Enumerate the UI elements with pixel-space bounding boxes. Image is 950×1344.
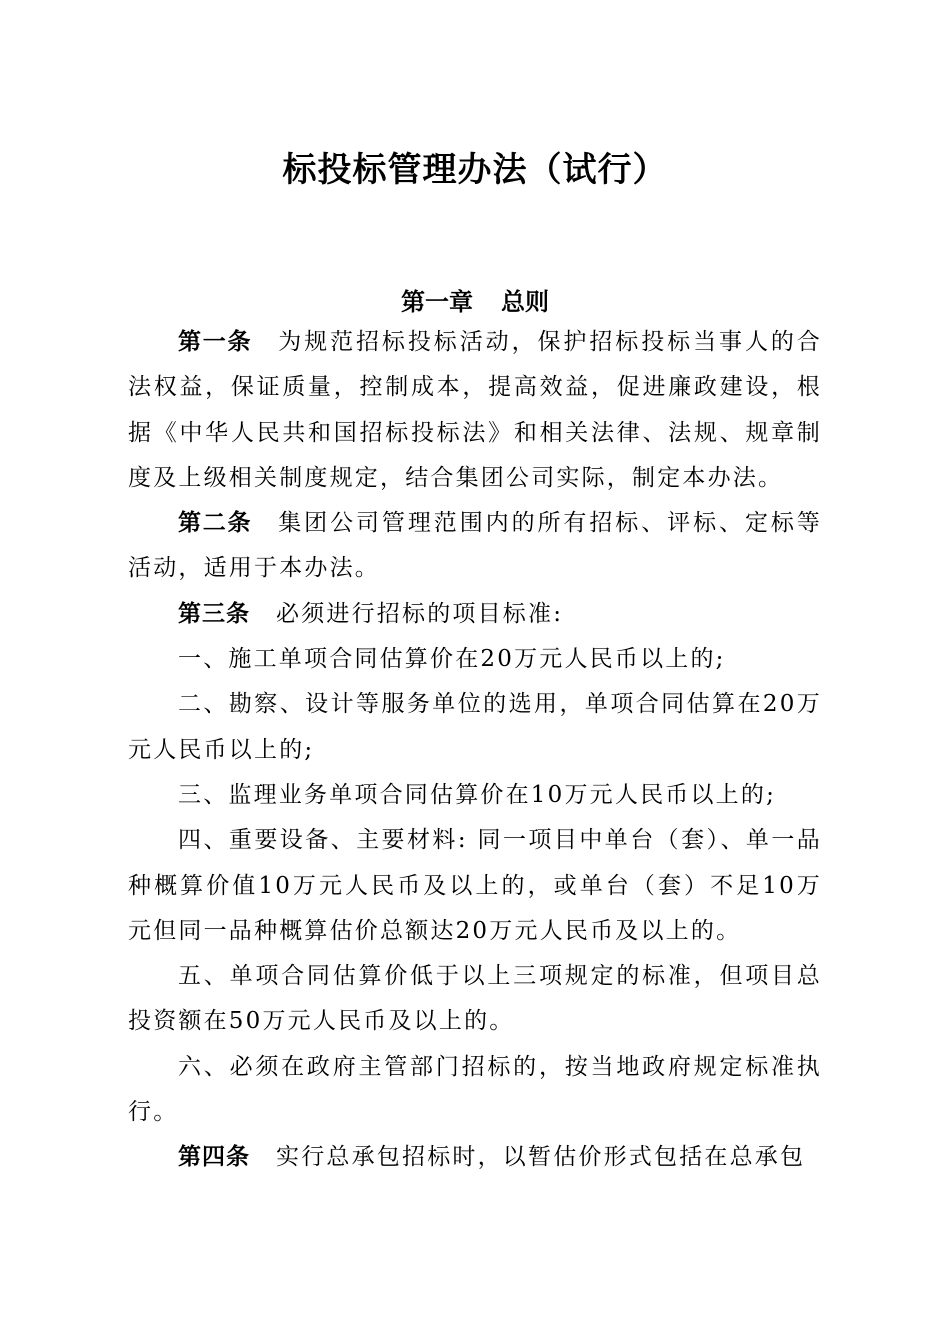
list-item — [128, 954, 822, 1045]
paragraph-text: 二、勘察、设计等服务单位的选用，单项合同估算在20万元人民币以上的; — [128, 691, 822, 763]
chapter-number: 第一章 — [401, 288, 473, 316]
list-item — [128, 818, 822, 954]
paragraph-text: 实行总承包招标时，以暂估价形式包括在总承包 — [276, 1144, 806, 1171]
chapter-name: 总则 — [501, 288, 549, 316]
paragraph-text: 三、监理业务单项合同估算价在10万元人民币以上的; — [178, 781, 777, 808]
paragraph-text: 一、施工单项合同估算价在20万元人民币以上的; — [178, 646, 726, 673]
list-item — [128, 773, 822, 818]
list-item — [128, 1045, 822, 1136]
article-label: 第四条 — [178, 1144, 250, 1171]
list-item — [128, 637, 822, 682]
paragraph-text: 必须进行招标的项目标准: — [276, 600, 564, 627]
article-label: 第二条 — [178, 510, 253, 537]
paragraph-text: 五、单项合同估算价低于以上三项规定的标准，但项目总投资额在50万元人民币及以上的。 — [128, 963, 822, 1035]
document-title: 标投标管理办法（试行） — [282, 150, 668, 190]
article-label: 第三条 — [178, 600, 250, 627]
document-body — [128, 320, 822, 1181]
paragraph-text: 为规范招标投标活动，保护招标投标当事人的合法权益，保证质量，控制成本，提高效益，促进廉政建设，根据《中华人民共和国招标投标法》和相关法律、法规、规章制度及上级相关制度规定，结合集团公司实际，制定本办法。 — [128, 329, 823, 491]
paragraph-text: 六、必须在政府主管部门招标的，按当地政府规定标准执行。 — [128, 1053, 822, 1126]
chapter-heading — [0, 282, 950, 317]
paragraph-text: 集团公司管理范围内的所有招标、评标、定标等活动，适用于本办法。 — [128, 510, 823, 582]
paragraph-text: 四、重要设备、主要材料: 同一项目中单台（套）、单一品种概算价值10万元人民币及以上的，或单台（套）不足10万元但同一品种概算估价总额达20万元人民币及以上的。 — [128, 827, 822, 944]
article-2-paragraph — [128, 501, 822, 592]
list-item — [128, 682, 822, 773]
article-label: 第一条 — [178, 329, 253, 355]
article-1-paragraph — [128, 320, 822, 501]
article-4-paragraph — [128, 1135, 822, 1180]
article-3-paragraph — [128, 592, 822, 637]
